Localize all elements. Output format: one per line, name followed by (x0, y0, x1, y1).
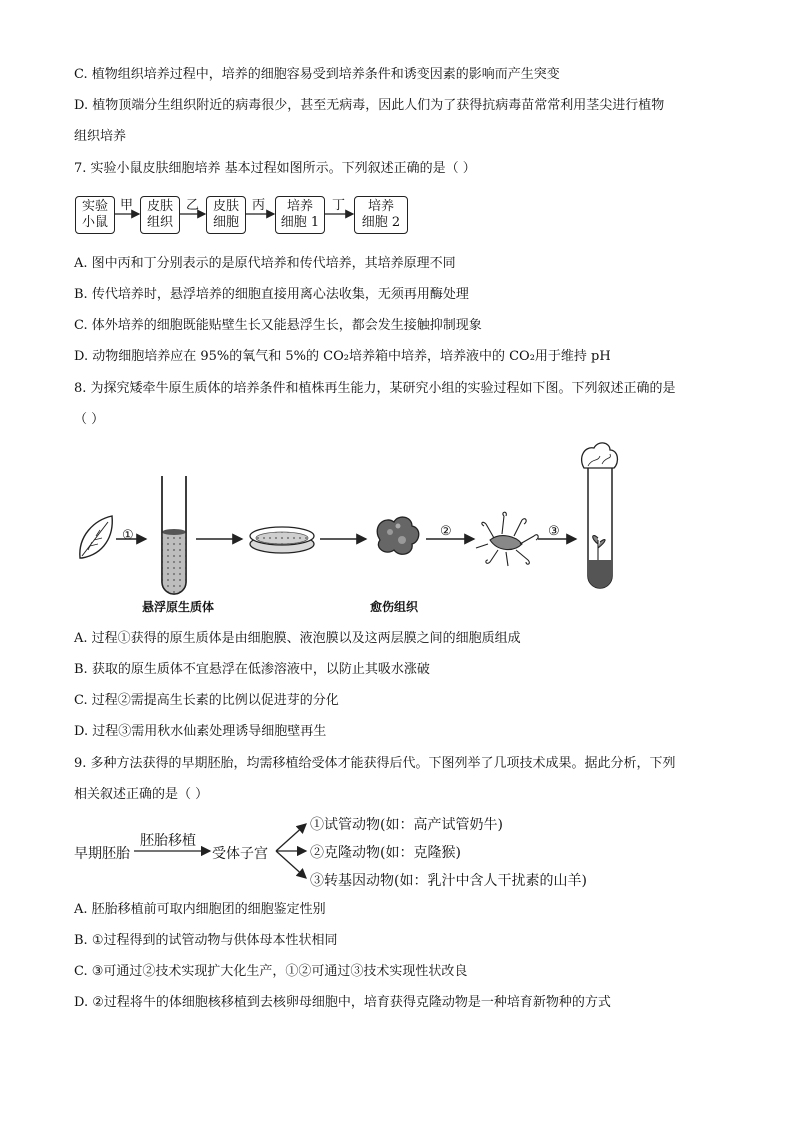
box-text: 小鼠 (81, 215, 108, 230)
box-text: 细胞 1 (280, 215, 320, 230)
test-tube-protoplast-icon (162, 476, 186, 594)
petri-dish-icon (250, 527, 314, 553)
step-3-label: ③ (548, 524, 560, 539)
box-text: 组织 (146, 215, 173, 230)
box-experimental-mouse (75, 196, 115, 234)
q9-stem-line1: 9. 多种方法获得的早期胚胎，均需移植给受体才能获得后代。下图列举了几项技术成果。据此分析，下列 (74, 756, 676, 771)
box-skin-cell (206, 196, 246, 234)
outcome-cloned-animal: ②克隆动物(如：克隆猴) (310, 845, 461, 861)
label-bing: 丙 (252, 198, 266, 213)
q6-option-c: C. 植物组织培养过程中，培养的细胞容易受到培养条件和诱变因素的影响而产生突变 (74, 67, 560, 82)
caption-suspended-protoplast: 悬浮原生质体 (142, 600, 215, 614)
embryo-transfer-label: 胚胎移植 (140, 833, 196, 849)
q8-option-c: C. 过程②需提高生长素的比例以促进芽的分化 (74, 693, 339, 708)
box-cultured-cell-1 (275, 196, 325, 234)
q8-stem-line2: （ ） (74, 412, 105, 427)
q6-option-d-line2: 组织培养 (74, 129, 127, 144)
q8-option-a: A. 过程①获得的原生质体是由细胞膜、液泡膜以及这两层膜之间的细胞质组成 (74, 631, 521, 646)
box-text: 皮肤 (212, 199, 239, 214)
q9-option-a: A. 胚胎移植前可取内细胞团的细胞鉴定性别 (74, 902, 326, 917)
box-text: 细胞 (212, 215, 239, 230)
arrow-outcome-3 (276, 851, 306, 878)
q9-option-d: D. ②过程将牛的体细胞核移植到去核卵母细胞中，培育获得克隆动物是一种培育新物种的方式 (74, 995, 611, 1010)
box-cultured-cell-2 (354, 196, 408, 234)
early-embryo-label: 早期胚胎 (74, 846, 130, 862)
step-2-label: ② (440, 524, 452, 539)
step-1-label: ① (122, 528, 134, 543)
q8-stem-line1: 8. 为探究矮牵牛原生质体的培养条件和植株再生能力，某研究小组的实验过程如下图。下列叙述正确的是 (74, 381, 676, 396)
leaf-icon (80, 516, 112, 558)
q7-stem: 7. 实验小鼠皮肤细胞培养 基本过程如图所示。下列叙述正确的是（ ） (74, 161, 476, 176)
q8-option-b: B. 获取的原生质体不宜悬浮在低渗溶液中，以防止其吸水涨破 (74, 662, 430, 677)
q7-option-a: A. 图中丙和丁分别表示的是原代培养和传代培养，其培养原理不同 (74, 256, 456, 271)
sprouting-callus-icon (476, 512, 538, 566)
arrow-outcome-1 (276, 824, 306, 851)
q9-stem-line2: 相关叙述正确的是（ ） (74, 787, 209, 802)
box-skin-tissue (140, 196, 180, 234)
label-jia: 甲 (120, 198, 134, 213)
box-text: 实验 (81, 199, 108, 214)
label-yi: 乙 (186, 198, 200, 213)
test-tube-plantlet-icon (582, 443, 618, 588)
outcome-test-tube-animal: ①试管动物(如：高产试管奶牛) (310, 817, 503, 833)
q9-option-c: C. ③可通过②技术实现扩大化生产，①②可通过③技术实现性状改良 (74, 964, 468, 979)
box-text: 培养 (367, 199, 394, 214)
caption-callus: 愈伤组织 (370, 600, 419, 614)
box-text: 皮肤 (146, 199, 173, 214)
q8-option-d: D. 过程③需用秋水仙素处理诱导细胞壁再生 (74, 724, 327, 739)
q6-option-d-line1: D. 植物顶端分生组织附近的病毒很少，甚至无病毒，因此人们为了获得抗病毒苗常常利用茎尖进行植物 (74, 98, 665, 113)
q7-option-d: D. 动物细胞培养应在 95%的氧气和 5%的 CO₂培养箱中培养，培养液中的 CO₂用于维持 pH (74, 349, 611, 364)
callus-icon (377, 517, 419, 554)
box-text: 细胞 2 (361, 215, 401, 230)
label-ding: 丁 (332, 198, 346, 213)
q7-flow-diagram (74, 192, 414, 236)
outcome-transgenic-animal: ③转基因动物(如：乳汁中含人干扰素的山羊) (310, 873, 587, 889)
q7-option-c: C. 体外培养的细胞既能贴壁生长又能悬浮生长，都会发生接触抑制现象 (74, 318, 482, 333)
recipient-uterus-label: 受体子宫 (212, 846, 268, 862)
q9-embryo-diagram (74, 810, 644, 894)
q7-option-b: B. 传代培养时，悬浮培养的细胞直接用离心法收集，无须再用酶处理 (74, 287, 469, 302)
box-text: 培养 (286, 199, 313, 214)
q9-option-b: B. ①过程得到的试管动物与供体母本性状相同 (74, 933, 338, 948)
q8-process-diagram (70, 440, 630, 620)
